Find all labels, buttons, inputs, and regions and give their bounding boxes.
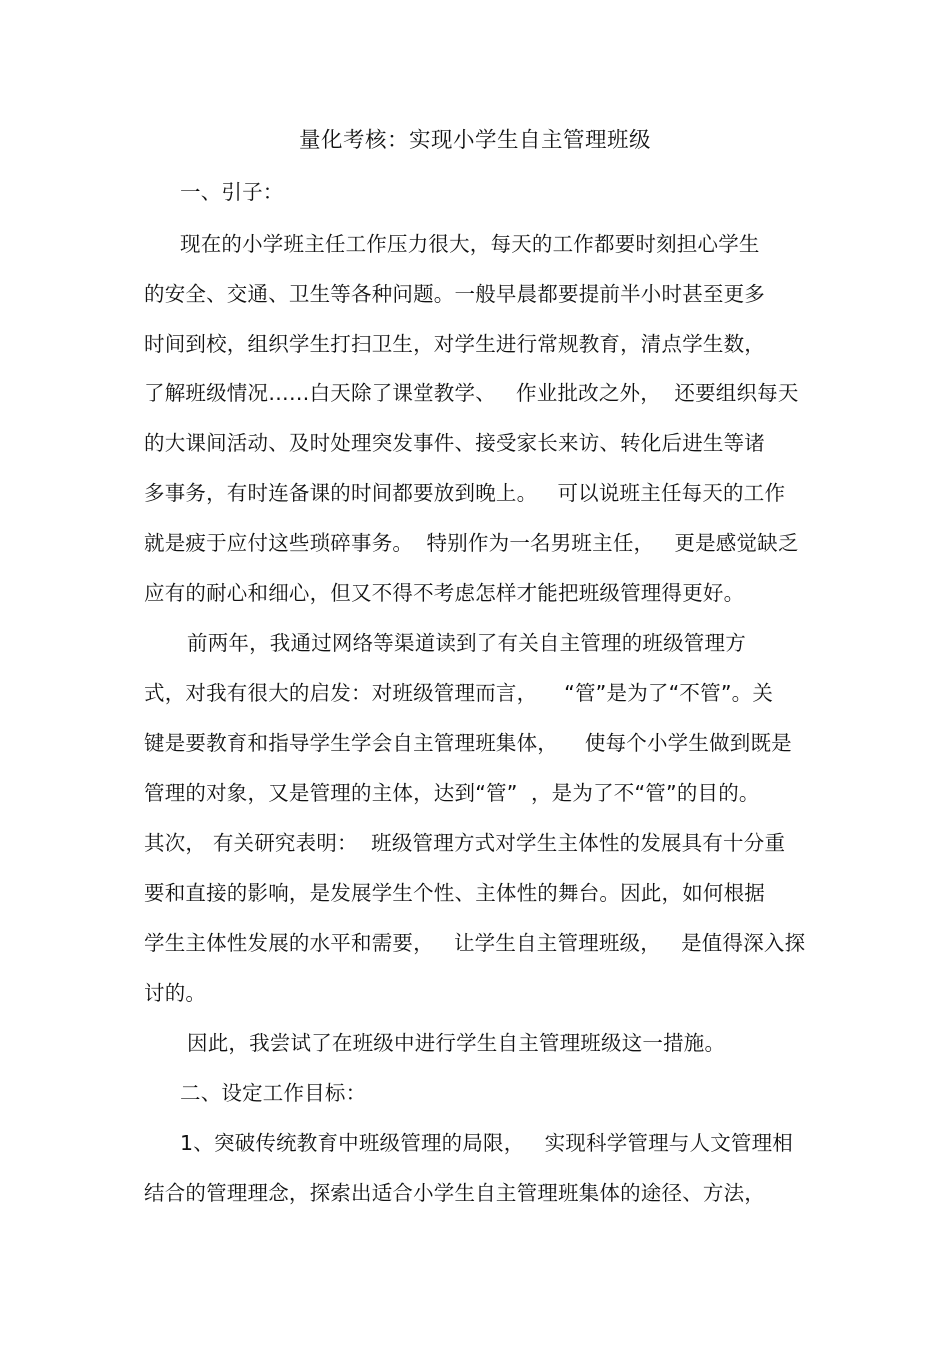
paragraph-1-line: 现在的小学班主任工作压力很大，每天的工作都要时刻担心学生 xyxy=(180,232,760,256)
heading-goals: 二、设定工作目标： xyxy=(180,1081,367,1105)
paragraph-1-line: 时间到校，组织学生打扫卫生，对学生进行常规教育，清点学生数， xyxy=(144,332,765,356)
paragraph-2-line: 学生主体性发展的水平和需要， 让学生自主管理班级， 是值得深入探 xyxy=(144,931,806,955)
goal-1-line: 1、突破传统教育中班级管理的局限， 实现科学管理与人文管理相 xyxy=(180,1131,793,1155)
paragraph-1-line: 就是疲于应付这些琐碎事务。 特别作为一名男班主任， 更是感觉缺乏 xyxy=(144,531,799,555)
goal-1-line: 结合的管理理念，探索出适合小学生自主管理班集体的途径、方法， xyxy=(144,1181,765,1205)
paragraph-2-line: 其次， 有关研究表明： 班级管理方式对学生主体性的发展具有十分重 xyxy=(144,831,786,855)
paragraph-2-line: 要和直接的影响，是发展学生个性、主体性的舞台。因此，如何根据 xyxy=(144,881,765,905)
paragraph-2-line: 讨的。 xyxy=(144,981,207,1005)
heading-intro: 一、引子： xyxy=(180,180,284,204)
paragraph-1-line: 的大课间活动、及时处理突发事件、接受家长来访、转化后进生等诸 xyxy=(144,431,765,455)
paragraph-3: 因此，我尝试了在班级中进行学生自主管理班级这一措施。 xyxy=(187,1031,726,1055)
paragraph-2-line: 管理的对象，又是管理的主体，达到“管” ，是为了不“管”的目的。 xyxy=(144,781,760,805)
document-title: 量化考核：实现小学生自主管理班级 xyxy=(298,128,651,153)
paragraph-1-line: 应有的耐心和细心，但又不得不考虑怎样才能把班级管理得更好。 xyxy=(144,581,745,605)
paragraph-1-line: 了解班级情况……白天除了课堂教学、 作业批改之外， 还要组织每天 xyxy=(144,381,799,405)
paragraph-2-line: 键是要教育和指导学生学会自主管理班集体， 使每个小学生做到既是 xyxy=(144,731,792,755)
paragraph-2-line: 前两年，我通过网络等渠道读到了有关自主管理的班级管理方 xyxy=(187,631,746,655)
paragraph-1-line: 的安全、交通、卫生等各种问题。一般早晨都要提前半小时甚至更多 xyxy=(144,282,765,306)
paragraph-1-line: 多事务，有时连备课的时间都要放到晚上。 可以说班主任每天的工作 xyxy=(144,481,786,505)
paragraph-2-line: 式，对我有很大的启发：对班级管理而言， “管”是为了“不管”。关 xyxy=(144,681,774,705)
